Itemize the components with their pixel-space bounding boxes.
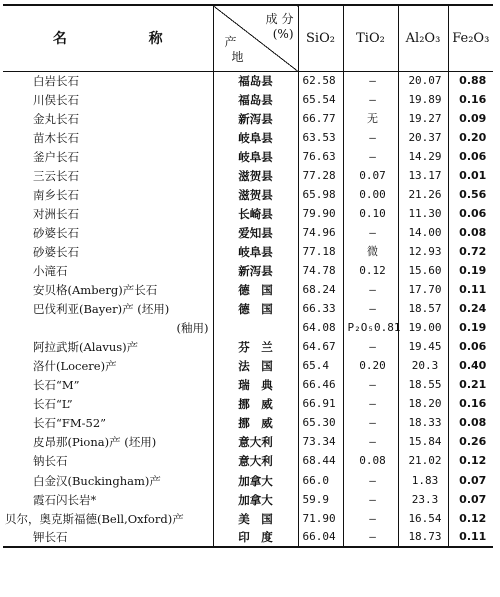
table-row xyxy=(3,128,493,147)
composition-label: 成 分 (%) xyxy=(265,12,294,41)
fe2o3-value: 0.08 xyxy=(448,223,493,242)
fe2o3-value: 0.19 xyxy=(448,261,493,280)
feldspar-name: 长石“L” xyxy=(33,397,73,412)
tio2-header: TiO₂ xyxy=(343,5,398,71)
origin: 岐阜县 xyxy=(213,128,298,147)
al2o3-value: 17.70 xyxy=(398,281,448,300)
tio2-value: 0.00 xyxy=(343,185,398,204)
sio2-value: 64.67 xyxy=(298,338,343,357)
al2o3-value: 14.29 xyxy=(398,147,448,166)
origin xyxy=(213,319,298,338)
table-header xyxy=(3,5,493,71)
fe2o3-value: 0.08 xyxy=(448,414,493,433)
sio2-value: 63.53 xyxy=(298,128,343,147)
sio2-value: 71.90 xyxy=(298,509,343,528)
table-row xyxy=(3,185,493,204)
sio2-value: 68.24 xyxy=(298,281,343,300)
name-column-header xyxy=(3,5,213,71)
fe2o3-value: 0.88 xyxy=(448,71,493,90)
feldspar-name: 贝尔，奥克斯福德(Bell,Oxford)产 xyxy=(5,511,184,526)
origin: 意大利 xyxy=(213,452,298,471)
origin: 挪 威 xyxy=(213,414,298,433)
origin: 德 国 xyxy=(213,300,298,319)
feldspar-name: 苗木长石 xyxy=(33,130,79,145)
tio2-value: 0.08 xyxy=(343,452,398,471)
table-row xyxy=(3,242,493,261)
tio2-value: — xyxy=(343,338,398,357)
tio2-value: — xyxy=(343,433,398,452)
al2o3-value: 19.89 xyxy=(398,90,448,109)
al2o3-value: 21.26 xyxy=(398,185,448,204)
sio2-value: 66.46 xyxy=(298,376,343,395)
origin: 德 国 xyxy=(213,281,298,300)
origin: 滋贺县 xyxy=(213,185,298,204)
feldspar-name: 霞石闪长岩* xyxy=(33,492,97,507)
al2o3-value: 14.00 xyxy=(398,223,448,242)
origin: 意大利 xyxy=(213,433,298,452)
feldspar-name: 砂婆长石 xyxy=(33,244,79,259)
tio2-value: — xyxy=(343,300,398,319)
table-row xyxy=(3,509,493,528)
al2o3-value: 18.55 xyxy=(398,376,448,395)
origin-label: 产 地 xyxy=(224,34,244,64)
origin: 新泻县 xyxy=(213,109,298,128)
tio2-value: 无 xyxy=(343,109,398,128)
al2o3-value: 23.3 xyxy=(398,490,448,509)
table-row xyxy=(3,490,493,509)
sio2-value: 77.28 xyxy=(298,166,343,185)
al2o3-value: 16.54 xyxy=(398,509,448,528)
sio2-value: 65.30 xyxy=(298,414,343,433)
al2o3-value: 20.07 xyxy=(398,71,448,90)
al2o3-value: 1.83 xyxy=(398,471,448,490)
origin: 福岛县 xyxy=(213,71,298,90)
al2o3-value: 18.33 xyxy=(398,414,448,433)
sio2-value: 66.0 xyxy=(298,471,343,490)
table-row xyxy=(3,223,493,242)
sio2-value: 62.58 xyxy=(298,71,343,90)
tio2-value: 微 xyxy=(343,242,398,261)
table-row xyxy=(3,261,493,280)
origin: 美 国 xyxy=(213,509,298,528)
sio2-value: 79.90 xyxy=(298,204,343,223)
sio2-value: 66.33 xyxy=(298,300,343,319)
tio2-value: 0.20 xyxy=(343,357,398,376)
feldspar-name: 安贝格(Amberg)产长石 xyxy=(33,283,158,298)
al2o3-value: 21.02 xyxy=(398,452,448,471)
tio2-value: — xyxy=(343,376,398,395)
origin: 挪 威 xyxy=(213,395,298,414)
origin: 印 度 xyxy=(213,528,298,547)
table-row xyxy=(3,109,493,128)
fe2o3-value: 0.12 xyxy=(448,452,493,471)
al2o3-value: 11.30 xyxy=(398,204,448,223)
sio2-value: 59.9 xyxy=(298,490,343,509)
al2o3-value: 20.37 xyxy=(398,128,448,147)
origin-composition-header xyxy=(213,5,298,71)
feldspar-name: 钾长石 xyxy=(3,528,213,547)
feldspar-name: (釉用) xyxy=(176,321,209,336)
fe2o3-value: 0.09 xyxy=(448,109,493,128)
al2o3-value: 15.60 xyxy=(398,261,448,280)
sio2-value: 66.91 xyxy=(298,395,343,414)
table-row xyxy=(3,471,493,490)
tio2-value: — xyxy=(343,71,398,90)
fe2o3-header: Fe₂O₃ xyxy=(448,5,493,71)
table-row xyxy=(3,90,493,109)
name-header-char-2: 称 xyxy=(148,31,163,48)
feldspar-name: 小滝石 xyxy=(33,263,68,278)
al2o3-value: 12.93 xyxy=(398,242,448,261)
tio2-value: — xyxy=(343,414,398,433)
table-row xyxy=(3,414,493,433)
feldspar-name: 金丸长石 xyxy=(33,111,79,126)
sio2-value: 76.63 xyxy=(298,147,343,166)
feldspar-name: 钠长石 xyxy=(33,454,68,469)
fe2o3-value: 0.11 xyxy=(448,281,493,300)
fe2o3-value: 0.16 xyxy=(448,90,493,109)
sio2-value: 74.78 xyxy=(298,261,343,280)
tio2-value: — xyxy=(343,128,398,147)
table-row xyxy=(3,452,493,471)
feldspar-name: 川俣长石 xyxy=(33,92,79,107)
al2o3-value: 18.20 xyxy=(398,395,448,414)
origin: 瑞 典 xyxy=(213,376,298,395)
tio2-value: — xyxy=(343,471,398,490)
al2o3-value: 20.3 xyxy=(398,357,448,376)
fe2o3-value: 0.56 xyxy=(448,185,493,204)
sio2-value: 74.96 xyxy=(298,223,343,242)
table-row xyxy=(3,281,493,300)
origin: 滋贺县 xyxy=(213,166,298,185)
name-header-char-1: 名 xyxy=(52,31,67,48)
al2o3-value: 18.57 xyxy=(398,300,448,319)
tio2-value: — xyxy=(343,90,398,109)
table-row xyxy=(3,319,493,338)
fe2o3-value: 0.19 xyxy=(448,319,493,338)
fe2o3-value: 0.11 xyxy=(448,528,493,547)
tio2-value: — xyxy=(343,528,398,547)
table-row xyxy=(3,166,493,185)
sio2-value: 77.18 xyxy=(298,242,343,261)
tio2-value: 0.07 xyxy=(343,166,398,185)
tio2-value: P₂O₅0.81 xyxy=(343,319,398,338)
fe2o3-value: 0.12 xyxy=(448,509,493,528)
origin: 新泻县 xyxy=(213,261,298,280)
feldspar-name: 白岩长石 xyxy=(33,73,79,88)
feldspar-name: 对洲长石 xyxy=(33,206,79,221)
origin: 加拿大 xyxy=(213,471,298,490)
feldspar-name: 长石“M” xyxy=(33,378,80,393)
sio2-value: 64.08 xyxy=(298,319,343,338)
tio2-value: 0.10 xyxy=(343,204,398,223)
table-row xyxy=(3,71,493,90)
al2o3-value: 19.27 xyxy=(398,109,448,128)
feldspar-name: 三云长石 xyxy=(33,168,79,183)
feldspar-name: 长石“FM-52” xyxy=(33,416,107,431)
sio2-value: 65.4 xyxy=(298,357,343,376)
al2o3-value: 19.45 xyxy=(398,338,448,357)
fe2o3-value: 0.16 xyxy=(448,395,493,414)
al2o3-value: 15.84 xyxy=(398,433,448,452)
tio2-value: — xyxy=(343,490,398,509)
fe2o3-value: 0.24 xyxy=(448,300,493,319)
fe2o3-value: 0.72 xyxy=(448,242,493,261)
sio2-value: 66.04 xyxy=(298,528,343,547)
origin: 岐阜县 xyxy=(213,242,298,261)
tio2-value: — xyxy=(343,395,398,414)
tio2-value: — xyxy=(343,223,398,242)
feldspar-name: 阿拉武斯(Alavus)产 xyxy=(33,340,139,355)
feldspar-name: 釜户长石 xyxy=(33,149,79,164)
origin: 法 国 xyxy=(213,357,298,376)
fe2o3-value: 0.26 xyxy=(448,433,493,452)
table-row xyxy=(3,357,493,376)
fe2o3-value: 0.06 xyxy=(448,204,493,223)
fe2o3-value: 0.07 xyxy=(448,471,493,490)
fe2o3-value: 0.07 xyxy=(448,490,493,509)
feldspar-composition-table xyxy=(3,4,493,548)
origin: 加拿大 xyxy=(213,490,298,509)
origin: 爱知县 xyxy=(213,223,298,242)
origin: 福岛县 xyxy=(213,90,298,109)
fe2o3-value: 0.06 xyxy=(448,338,493,357)
tio2-value: 0.12 xyxy=(343,261,398,280)
al2o3-value: 19.00 xyxy=(398,319,448,338)
sio2-value: 68.44 xyxy=(298,452,343,471)
table-row xyxy=(3,395,493,414)
fe2o3-value: 0.21 xyxy=(448,376,493,395)
table-row xyxy=(3,338,493,357)
feldspar-name: 砂婆长石 xyxy=(33,225,79,240)
feldspar-name: 巴伐利亚(Bayer)产 (坯用) xyxy=(33,302,170,317)
feldspar-name: 皮昂那(Piona)产 (坯用) xyxy=(33,435,157,450)
table-row xyxy=(3,300,493,319)
table-row xyxy=(3,433,493,452)
feldspar-name: 白金汉(Buckingham)产 xyxy=(33,473,161,488)
origin: 岐阜县 xyxy=(213,147,298,166)
table-row xyxy=(3,376,493,395)
origin: 芬 兰 xyxy=(213,338,298,357)
sio2-header: SiO₂ xyxy=(298,5,343,71)
tio2-value: — xyxy=(343,509,398,528)
fe2o3-value: 0.40 xyxy=(448,357,493,376)
tio2-value: — xyxy=(343,147,398,166)
origin: 长崎县 xyxy=(213,204,298,223)
table-row xyxy=(3,147,493,166)
fe2o3-value: 0.20 xyxy=(448,128,493,147)
al2o3-header: Al₂O₃ xyxy=(398,5,448,71)
tio2-value: — xyxy=(343,281,398,300)
al2o3-value: 18.73 xyxy=(398,528,448,547)
table-row xyxy=(3,204,493,223)
fe2o3-value: 0.06 xyxy=(448,147,493,166)
fe2o3-value: 0.01 xyxy=(448,166,493,185)
table-row xyxy=(3,528,493,547)
sio2-value: 73.34 xyxy=(298,433,343,452)
feldspar-name: 洛什(Locere)产 xyxy=(33,359,117,374)
sio2-value: 65.54 xyxy=(298,90,343,109)
sio2-value: 66.77 xyxy=(298,109,343,128)
table-body xyxy=(3,71,493,547)
sio2-value: 65.98 xyxy=(298,185,343,204)
feldspar-name: 南乡长石 xyxy=(33,187,79,202)
al2o3-value: 13.17 xyxy=(398,166,448,185)
